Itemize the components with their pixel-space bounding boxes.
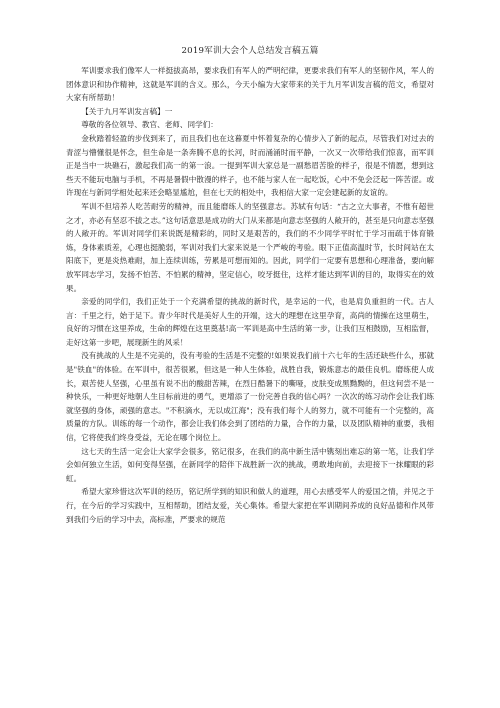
- section-heading: 【关于九月军训发言稿】一: [81, 106, 173, 116]
- body-paragraph: 军训不但培养人吃苦耐劳的精神，而且能磨练人的坚强意志。苏轼有句话：“古之立大事者，不惟有超世之才，亦必有坚忍不拔之志。”这句话意思是成功的大门从来都是向意志坚强的人敞开的，甚至是只向意志坚强的人敞开的。军训对同学们来说既是精彩的，同时又是艰苦的，我们的不少同学平时忙于学习而疏于体育锻炼，身体素质差，心理也挺脆弱，军训对我们大家来说是一个严峻的考验。眼下正值高温时节，长时间站在太阳底下，更是炎热难耐，加上连续训练，劳累是可想而知的。因此，同学们一定要有思想和心理准备，要向解放军同志学习，发扬不怕苦、不怕累的精神，坚定信心，咬牙挺住，这样才能达到军训的目的，取得实在的效果。: [66, 201, 434, 293]
- body-paragraph: 金秋踏着轻盈的步伐到来了，而且我们也在这暮夏中怀着复杂的心情步入了新的起点，尽管我们对过去的青涩与懵懂很是怀念，但生命是一条奔腾不息的长河，时而涌涌时而平静，一次又一次带给我们惊喜，而军训正是当中一块礁石，激起我们高一的第一浪。一提到军训大家总是一副愁眉苦脸的样子，很是不情愿，想到这些天不能玩电脑与手机，不再是暑假中散漫的样子，也不能与家人在一起吃饭，心中不免会泛起一阵苦涩。或许现在与新同学相处起来还会略显尴尬，但在七天的相处中，我相信大家一定会建起新的友谊的。: [66, 133, 434, 198]
- body-paragraph: 亲爱的同学们，我们正处于一个充满希望的挑战的新时代，是幸运的一代，也是肩负重担的一代。古人言：千里之行，始于足下。青少年时代是美好人生的开端，这大的理想在这里孕育，高尚的情操在这里萌生，良好的习惯在这里养成，生命的辉煌在这里奠基!高一军训是高中生活的第一步，让我们互相鼓励，互相监督，走好这第一步吧，展现新生的风采！: [66, 297, 434, 347]
- salutation: 尊敬的各位领导、教官、老师、同学们：: [81, 120, 218, 130]
- body-paragraph: 希望大家珍惜这次军训的经历，铭记所学到的知识和做人的道理，用心去感受军人的爱国之情，并见之于行，在今后的学习实践中，互相帮助，团结友爱，关心集体。希望大家把在军训期间养成的良好品德和作风带到我们今后的学习中去，高标准，严要求的规范: [66, 487, 434, 524]
- intro-paragraph: 军训要求我们像军人一样挺拔高昂，要求我们有军人的严明纪律，更要求我们有军人的坚韧作风，军人的团体意识和协作精神，这就是军训的含义。那么，今天小编为大家带来的关于九月军训发言稿的范文，希望对大家有所帮助！: [66, 66, 434, 103]
- document-title: 2019军训大会个人总结发言稿五篇: [181, 46, 319, 56]
- body-paragraph: 这七天的生活一定会让大家学会很多，铭记很多，在我们的高中新生活中镌刻出难忘的第一笔，让我们学会如何独立生活，如何变得坚强，在新同学的陪伴下战胜新一次的挑战，勇敢地向前，去迎接下一抹耀眼的彩虹。: [66, 446, 434, 483]
- body-paragraph: 没有挑战的人生是不完美的，没有考验的生活是不完整的!如果说我们前十六七年的生活还缺些什么，那就是"铁血"的体验。在军训中，很苦很累，但这是一种人生体验，战胜自我，锻炼意志的最佳良机。磨练使人成长，艰苦使人坚强，心里虽有说不出的酸甜苦辣，在烈日酷暑下的嘶哑，皮肤变成黑黝黝的，但这何尝不是一种快乐，一种更好地朝人生目标前进的勇气，更增添了一份完善自我的信心吗？一次次的练习动作会让我们练就坚强的身体，顽强的意志。"不积滴水，无以成江海"；没有我们每个人的努力，就不可能有一个完整的，高质量的方队。训练的每一个动作，都会让我们体会到了团结的力量，合作的力量，以及团队精神的重要，我相信，它将使我们终身受益，无论在哪个岗位上。: [66, 351, 434, 443]
